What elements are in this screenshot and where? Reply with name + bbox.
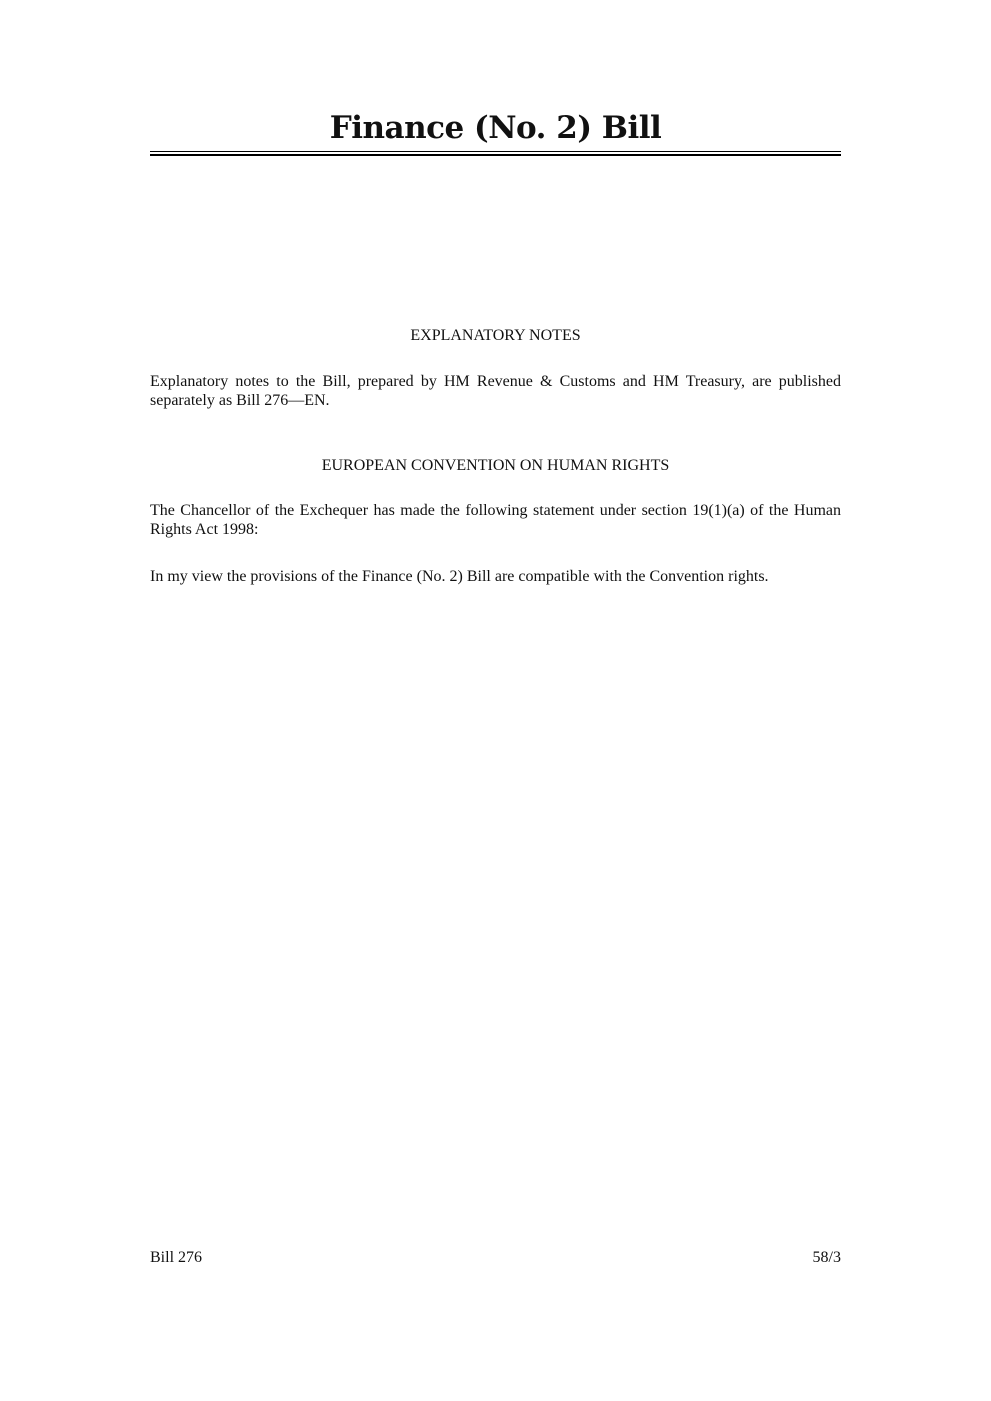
section-heading-explanatory-notes: EXPLANATORY NOTES <box>410 327 581 344</box>
footer-print-ref: 58/3 <box>812 1249 841 1266</box>
title-rule-thin <box>150 151 841 152</box>
section-heading-echr: EUROPEAN CONVENTION ON HUMAN RIGHTS <box>321 457 670 474</box>
footer-bill-number: Bill 276 <box>150 1249 203 1266</box>
document-title: Finance (No. 2) Bill <box>329 110 662 146</box>
echr-statement: In my view the provisions of the Finance (No. 2) Bill are compatible with the Convention rights. <box>150 568 769 585</box>
explanatory-notes-paragraph: Explanatory notes to the Bill, prepared by HM Revenue & Customs and HM Treasury, are published separately as Bill 276—EN. <box>150 373 841 409</box>
echr-statement-intro: The Chancellor of the Exchequer has made the following statement under section 19(1)(a) of the Human Rights Act 1998: <box>150 502 841 538</box>
title-rule-thick <box>150 154 841 156</box>
